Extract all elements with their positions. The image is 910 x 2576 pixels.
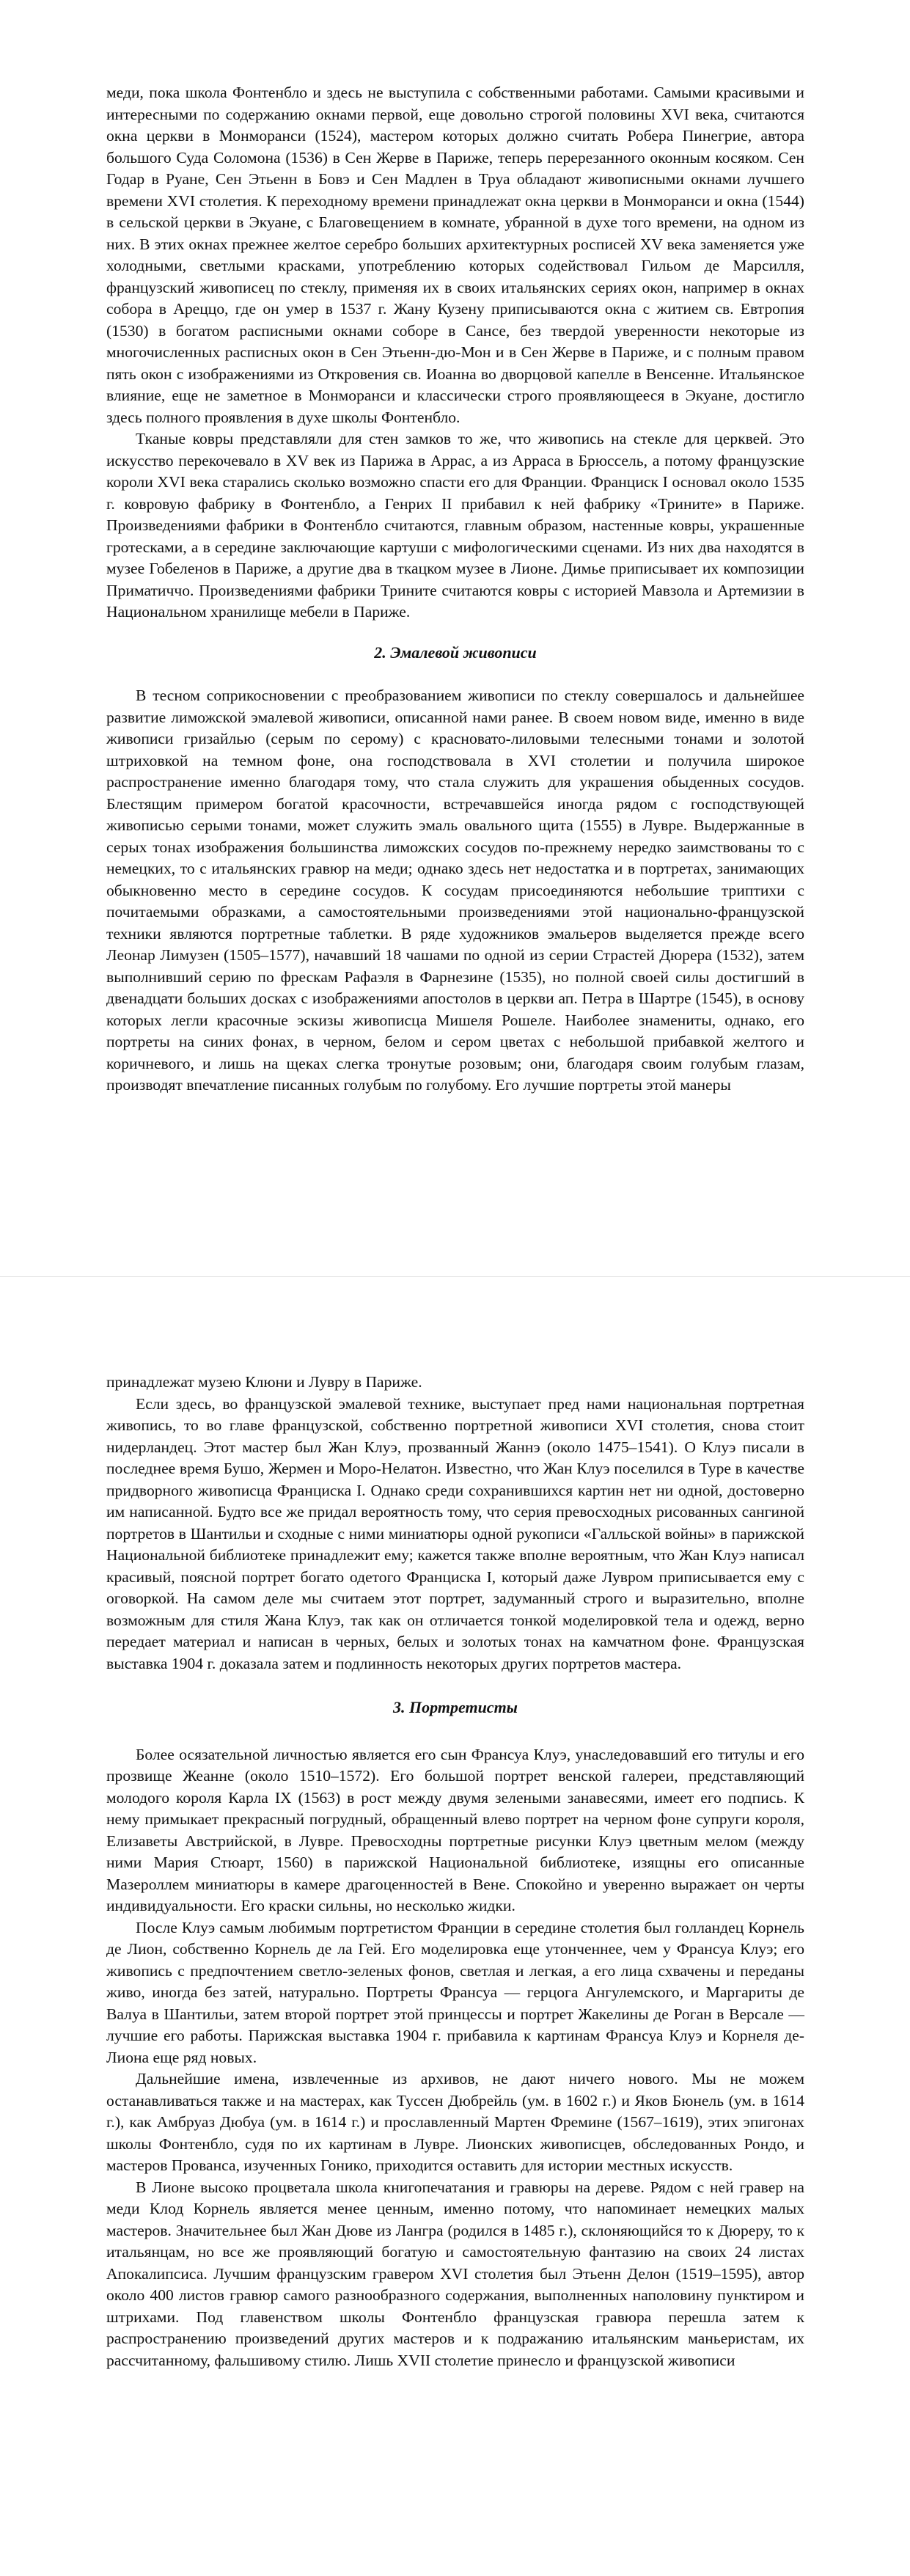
page-2-text [106,1372,804,2371]
paragraph: принадлежат музею Клюни и Лувру в Париже. [106,1373,422,1391]
section-heading: 3. Портретисты [393,1698,518,1716]
paragraph: Если здесь, во французской эмалевой технике, выступает пред нами национальная портретная живопись, то во главе французской, собственно портретной живописи XVI столетия, снова стоит нидерландец. Этот мастер был Жан Клуэ, прозванный Жаннэ (около 1475–1541). О Клуэ писали в последнее время Бушо, Жермен и Моро-Нелатон. Известно, что Жан Клуэ поселился в Туре в качестве придворного живописца Франциска I. Однако среди сохранившихся картин нет ни одной, достоверно им написанной. Будто все же придал вероятность тому, что серия превосходных рисованных сангиной портретов в Шантильи и сходные с ними миниатюры одной рукописи «Галльской войны» в парижской Национальной библиотеке принадлежит ему; кажется также вполне вероятным, что Жан Клуэ написал красивый, поясной портрет богато одетого Франциска I, который даже Лувром приписывается ему с оговоркой. На самом деле мы считаем этот портрет, задуманный строго и выразительно, вполне возможным для стиля Жана Клуэ, так как он отличается тонкой моделировкой тела и одежд, верно передает материал и написан в черных, белых и золотых тонах на камчатном фоне. Французская выставка 1904 г. доказала затем и подлинность некоторых других портретов мастера. [106,1394,804,1672]
page-1 [0,0,910,1276]
paragraph: меди, пока школа Фонтенбло и здесь не выступила с собственными работами. Самыми красивыми и интересными по содержанию окнами первой, еще довольно строгой половины XVI века, считаются окна церкви в Монморанси (1524), мастером которых должно считать Робера Пинегрие, автора большого Суда Соломона (1536) в Сен Жерве в Париже, теперь перерезанного оконным косяком. Сен Годар в Руане, Сен Этьенн в Бовэ и Сен Мадлен в Труа обладают живописными окнами лучшего времени XVI столетия. К переходному времени принадлежат окна церкви в Монморанси и окна (1544) в сельской церкви в Экуане, с Благовещением в комнате, убранной в духе того времени, на одном из них. В этих окнах прежнее желтое серебро больших архитектурных росписей XV века заменяется уже холодными, светлыми красками, употреблению которых содействовал Гильом де Марсилля, французский живописец по стеклу, применяя их в своих итальянских сериях окон, например в окнах собора в Ареццо, где он умер в 1537 г. Жану Кузену приписываются окна с житием св. Евтропия (1530) в богатом расписными окнами соборе в Сансе, без твердой уверенности некоторые из многочисленных расписных окон в Сен Этьенн-дю-Мон и в Сен Жерве в Париже, и с полным правом пять окон с изображениями из Откровения св. Иоанна во дворцовой капелле в Венсенне. Итальянское влияние, еще не заметное в Монморанси и классически строго проявляющееся в Экуане, достигло здесь полного проявления в духе школы Фонтенбло. [106,84,804,426]
paragraph: В Лионе высоко процветала школа книгопечатания и гравюры на дереве. Рядом с ней гравер на меди Клод Корнель является менее ценным, именно потому, что напоминает немецких малых мастеров. Значительнее был Жан Дюве из Лангра (родился в 1485 г.), склоняющийся то к Дюреру, то к итальянцам, но все же проявляющий богатую и самостоятельную фантазию на своих 24 листах Апокалипсиса. Лучшим французским гравером XVI столетия был Этьенн Делон (1519–1595), автор около 400 листов гравюр самого разнообразного содержания, выполненных наполовину пунктиром и штрихами. Под главенством школы Фонтенбло французская гравюра перешла затем к распространению произведений других мастеров и к подражанию итальянским маньеристам, их рассчитанному, фальшивому стилю. Лишь XVII столетие принесло и французской живописи [106,2178,804,2369]
paragraph: Тканые ковры представляли для стен замков то же, что живопись на стекле для церквей. Это искусство перекочевало в XV век из Парижа в Аррас, а из Арраса в Брюссель, а потому французские короли XVI века старались сколько возможно спасти его для Франции. Франциск I основал около 1535 г. ковровую фабрику в Фонтенбло, а Генрих II прибавил к ней фабрику «Тринитe» в Париже. Произведениями фабрики в Фонтенбло считаются, главным образом, настенные ковры, украшенные гротесками, а в середине заключающие картуши с мифологическими сценами. Из них два находятся в музее Гобеленов в Париже, а другие два в ткацком музее в Лионе. Димье приписывает их композиции Приматиччо. Произведениями фабрики Тринитe считаются ковры с историей Мавзола и Артемизии в Национальном хранилище мебели в Париже. [106,430,804,621]
page-separator [0,1276,910,1314]
page-1-text [106,82,804,1097]
paragraph: Более осязательной личностью является его сын Франсуа Клуэ, унаследовавший его титулы и его прозвище Жеанне (около 1510–1572). Его большой портрет венской галереи, представляющий молодого короля Карла IX (1563) в рост между двумя зелеными занавесями, имеет его подпись. К нему примыкает прекрасный погрудный, обращенный влево портрет на черном фоне супруги короля, Елизаветы Австрийской, в Лувре. Превосходны портретные рисунки Клуэ цветным мелом (между ними Мария Стюарт, 1560) в парижской Национальной библиотеке, изящны его описанные Мазероллем миниатюры в камере драгоценностей в Вене. Спокойно и уверенно выражает он черты индивидуальности. Его краски сильны, но несколько жидки. [106,1745,804,1914]
paragraph: После Клуэ самым любимым портретистом Франции в середине столетия был голландец Корнель де Лион, собственно Корнель де ла Гей. Его моделировка еще утонченнее, чем у Франсуа Клуэ; его живопись с предпочтением светло-зеленых фонов, светлая и легкая, а его лица схвачены и переданы живо, иногда без затей, натурально. Портреты Франсуа — герцога Ангулемского, и Маргариты де Валуа в Шантильи, затем второй портрет этой принцессы и портрет Жакелины де Роган в Версале — лучшие его работы. Парижская выставка 1904 г. прибавила к картинам Франсуа Клуэ и Корнеля де-Лиона еще ряд новых. [106,1918,804,2066]
paragraph: Дальнейшие имена, извлеченные из архивов, не дают ничего нового. Мы не можем останавливаться также и на мастерах, как Туссен Дюбрейль (ум. в 1602 г.) и Яков Бюнель (ум. в 1614 г.), как Амбруаз Дюбуа (ум. в 1614 г.) и прославленный Мартен Фремине (1567–1619), этих эпигонах школы Фонтенбло, судя по их картинам в Лувре. Лионских живописцев, обследованных Рондо, и мастеров Прованса, изученных Гонико, приходится оставить для истории местных искусств. [106,2070,804,2174]
section-heading: 2. Эмалевой живописи [374,643,537,662]
paragraph: В тесном соприкосновении с преобразованием живописи по стеклу совершалось и дальнейшее развитие лиможской эмалевой живописи, описанной нами ранее. В своем новом виде, именно в виде живописи гризайлью (серым по серому) с красновато-лиловыми телесными тонами и золотой штриховкой на темном фоне, она господствовала в XVI столетии и получила широкое распространение именно благодаря тому, что стала служить для украшения обыденных сосудов. Блестящим примером богатой красочности, встречавшейся иногда рядом с господствующей живописью серыми тонами, может служить эмаль овального щита (1555) в Лувре. Выдержанные в серых тонах изображения большинства лиможских сосудов по-прежнему нередко заимствованы то с немецких, то с итальянских гравюр на меди; однако здесь нет недостатка и в портретах, занимающих обыкновенно место в середине сосудов. К сосудам присоединяются небольшие триптихи с почитаемыми образками, а самостоятельными произведениями этой национально-французской техники являются портретные таблетки. В ряде художников эмальеров выделяется прежде всего Леонар Лимузен (1505–1577), начавший 18 чашами по одной из серии Страстей Дюрера (1532), затем выполнивший серию по фрескам Рафаэля в Фарнезине (1535), но полной своей силы достигший в двенадцати больших досках с изображениями апостолов в церкви ап. Петра в Шартре (1545), в основу которых легли красочные эскизы живописца Мишеля Рошеле. Наиболее знамениты, однако, его портреты на синих фонах, в черном, белом и сером цветах с небольшой прибавкой желтого и коричневого, и лишь на щеках слегка тронутые розовым; они, благодаря своим голубым глазам, производят впечатление писанных голубым по голубому. Его лучшие портреты этой манеры [106,687,804,1094]
page-2 [0,1313,910,2576]
